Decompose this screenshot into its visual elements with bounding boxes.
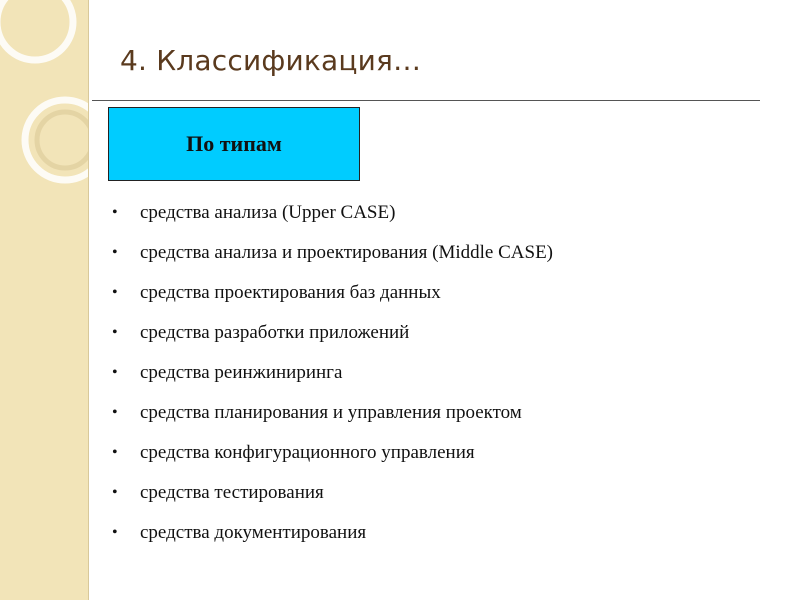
- bullet-icon: •: [112, 324, 118, 341]
- list-item-text: средства анализа и проектирования (Middle CASE): [140, 242, 553, 263]
- list-item: [112, 393, 553, 433]
- list-item-text: средства документирования: [140, 522, 367, 543]
- list-item-text: средства планирования и управления проектом: [140, 402, 522, 423]
- list-item-text: средства конфигурационного управления: [140, 442, 475, 463]
- bullet-icon: •: [112, 364, 118, 381]
- list-item: [112, 313, 553, 353]
- list-item-text: средства анализа (Upper CASE): [140, 202, 396, 223]
- list-item-text: средства проектирования баз данных: [140, 282, 441, 303]
- list-item: [112, 513, 553, 553]
- decorative-circles: [0, 0, 88, 600]
- list-item: [112, 273, 553, 313]
- list-item-text: средства разработки приложений: [140, 322, 410, 343]
- slide-title: 4. Классификация…: [120, 44, 422, 77]
- bullet-icon: •: [112, 404, 118, 421]
- list-item: [112, 433, 553, 473]
- title-divider: [92, 100, 760, 101]
- category-label: По типам: [186, 131, 282, 156]
- list-item: [112, 353, 553, 393]
- list-item: [112, 473, 553, 513]
- bullet-icon: •: [112, 444, 118, 461]
- bullet-icon: •: [112, 204, 118, 221]
- decorative-side-band: [0, 0, 89, 600]
- bullet-icon: •: [112, 244, 118, 261]
- list-item: [112, 233, 553, 273]
- category-box: [108, 107, 360, 181]
- list-item-text: средства тестирования: [140, 482, 324, 503]
- bullet-icon: •: [112, 284, 118, 301]
- bullet-icon: •: [112, 524, 118, 541]
- bullet-icon: •: [112, 484, 118, 501]
- list-item-text: средства реинжиниринга: [140, 362, 343, 383]
- list-item: [112, 193, 553, 233]
- tool-types-list: [112, 193, 553, 553]
